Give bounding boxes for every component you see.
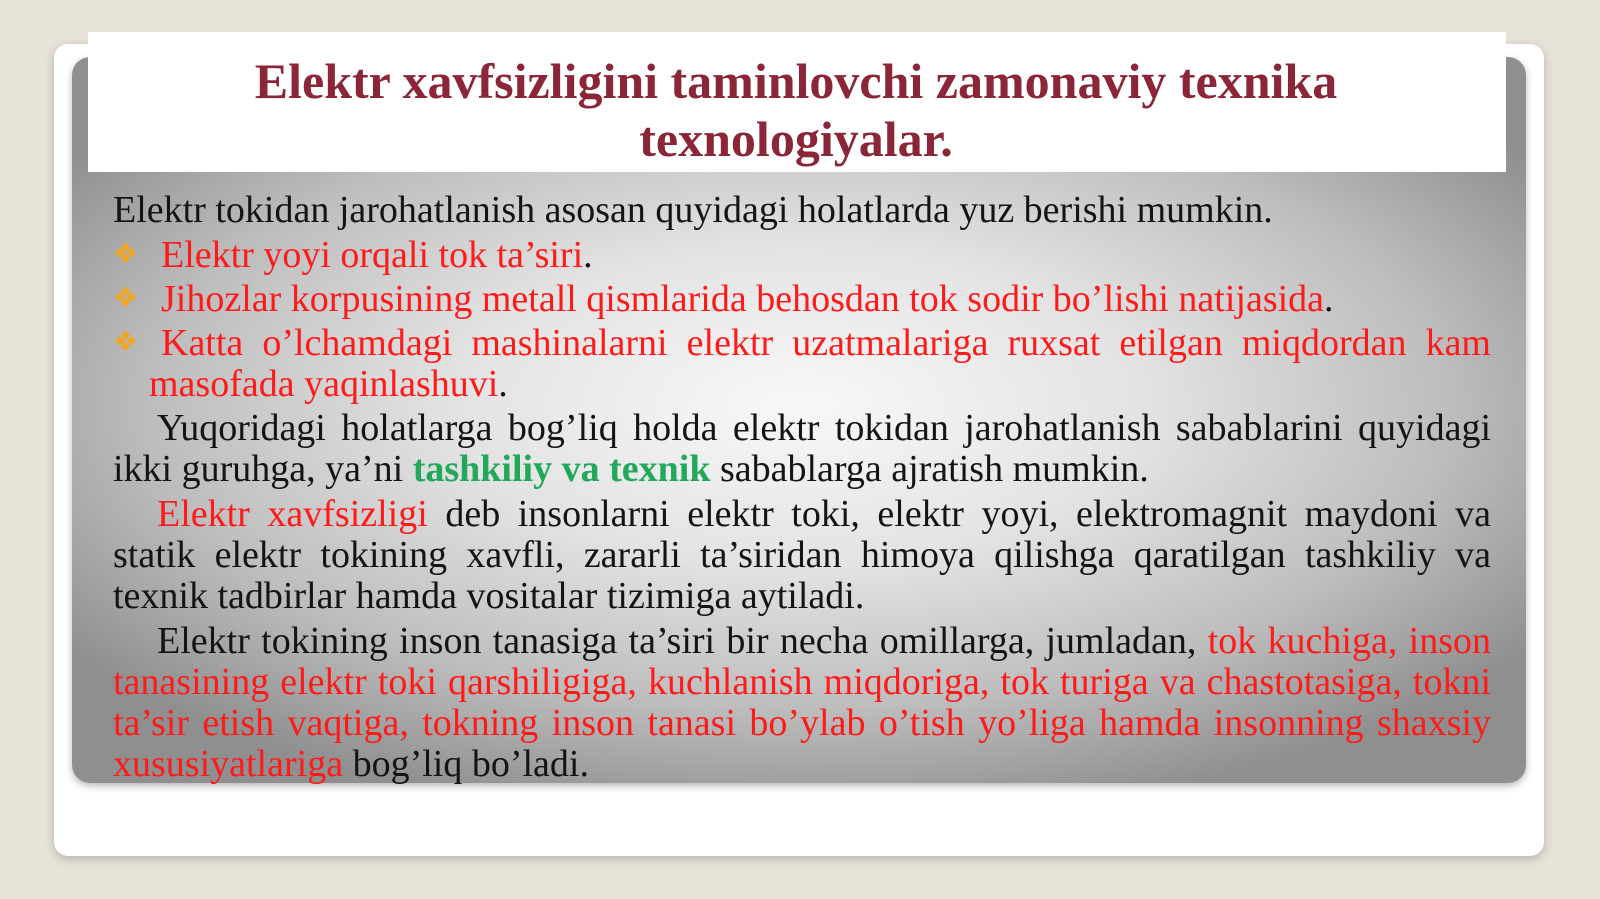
paragraph-causes xyxy=(113,408,1491,490)
para2-term: Elektr xavfsizligi xyxy=(157,493,428,535)
para1-after: sabablarga ajratish mumkin. xyxy=(710,448,1149,490)
bullet-red-text: Elektr yoyi orqali tok ta’siri xyxy=(161,234,584,276)
slide-title: Elektr xavfsizligini taminlovchi zamonaviy texnika texnologiyalar. xyxy=(254,53,1338,167)
bullet-item xyxy=(113,235,1491,276)
intro-text: Elektr tokidan jarohatlanish asosan quyidagi holatlarda yuz berishi mumkin. xyxy=(113,189,1273,231)
diamond-bullet-icon: ❖ xyxy=(113,325,139,358)
paragraph-factors xyxy=(113,621,1491,785)
diamond-bullet-icon: ❖ xyxy=(113,237,139,270)
para3-after: bog’liq bo’ladi. xyxy=(343,743,589,785)
para3-before: Elektr tokining inson tanasiga ta’siri bir necha omillarga, jumladan, xyxy=(157,620,1208,662)
para3-red: tok kuchiga, inson tanasining elektr toki qarshiligiga, kuchlanish miqdoriga, tok turiga va chastotasiga, tokni ta’sir etish vaqtiga, tokning inson tanasi bo’ylab o’tish yo’liga hamda insonning shaxsiy xususiyatlariga xyxy=(113,620,1491,785)
bullet-end: . xyxy=(498,363,508,405)
bullet-end: . xyxy=(583,234,593,276)
bullet-red-text: Jihozlar korpusining metall qismlarida behosdan tok sodir bo’lishi natijasida xyxy=(161,278,1325,320)
slide-content xyxy=(113,190,1491,785)
diamond-bullet-icon: ❖ xyxy=(113,281,139,314)
para2-rest: deb insonlarni elektr toki, elektr yoyi, elektromagnit maydoni va statik elektr tokining xavfli, zararli ta’siridan himoya qilishga qaratilgan tashkiliy va texnik tadbirlar hamda vositalar tizimiga aytiladi. xyxy=(113,493,1491,617)
bullet-red-text: Katta o’lchamdagi mashinalarni elektr uzatmalariga ruxsat etilgan miqdordan kam masofada yaqinlashuvi xyxy=(149,322,1491,405)
bullet-item xyxy=(113,323,1491,405)
bullet-item xyxy=(113,279,1491,320)
paragraph-definition xyxy=(113,494,1491,617)
para1-highlight: tashkiliy va texnik xyxy=(412,448,711,490)
para1-before: Yuqoridagi holatlarga bog’liq holda elektr tokidan jarohatlanish sabablarini quyidagi ikki guruhga, ya’ni xyxy=(113,407,1491,490)
bullet-end: . xyxy=(1324,278,1334,320)
